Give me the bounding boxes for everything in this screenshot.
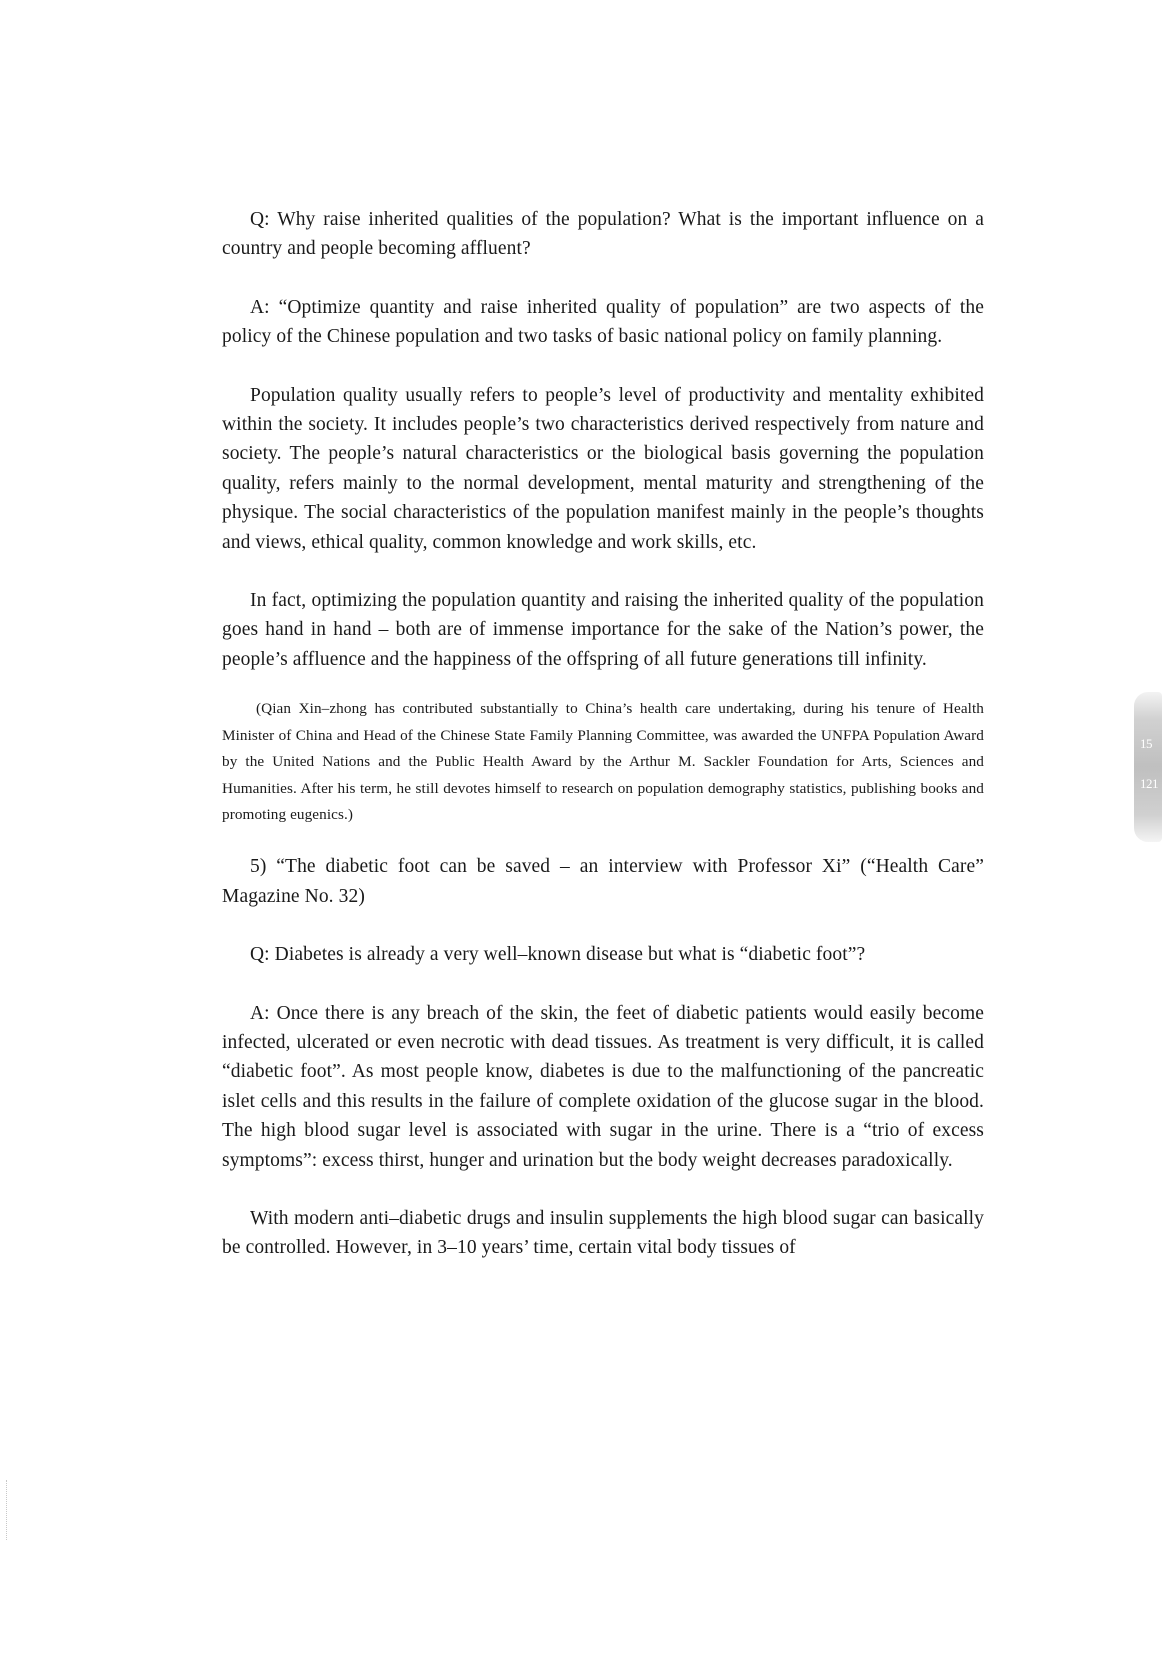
- scan-artifact: [6, 1480, 9, 1540]
- answer-paragraph-1: A: “Optimize quantity and raise inherited quality of population” are two aspects of the policy of the Chinese population and two tasks of basic national policy on family planning.: [222, 296, 984, 348]
- question-paragraph-1: Q: Why raise inherited qualities of the population? What is the important influence on a country and people becoming affluent?: [222, 209, 984, 260]
- body-paragraph-population-quality: Population quality usually refers to people’s level of productivity and mentality exhibited within the society. It includes people’s two characteristics derived respectively from nature and society. The people’s natural characteristics or the biological basis governing the population quality, refers mainly to the normal development, mental maturity and strengthening of the physique. The social characteristics of the population manifest mainly in the people’s thoughts and views, ethical quality, common knowledge and work skills, etc.: [222, 384, 984, 553]
- thumb-tab-number-lower: 121: [1140, 776, 1158, 791]
- section-heading-diabetic-foot: 5) “The diabetic foot can be saved – an interview with Professor Xi” (“Health Care” Magazine No. 32): [222, 856, 984, 907]
- answer-paragraph-2: A: Once there is any breach of the skin, the feet of diabetic patients would easily become infected, ulcerated or even necrotic with dead tissues. As treatment is very difficult, it is called “diabetic foot”. As most people know, diabetes is due to the malfunctioning of the pancreatic islet cells and this results in the failure of complete oxidation of the glucose sugar in the blood. The high blood sugar level is associated with sugar in the urine. There is a “trio of excess symptoms”: excess thirst, hunger and urination but the body weight decreases paradoxically.: [222, 1002, 984, 1171]
- body-paragraph-in-fact: In fact, optimizing the population quantity and raising the inherited quality of the population goes hand in hand – both are of immense importance for the sake of the Nation’s power, the people’s affluence and the happiness of the offspring of all future generations till infinity.: [222, 590, 984, 670]
- page-edge-thumb-tab: [1134, 692, 1162, 842]
- body-paragraph-modern-drugs: With modern anti–diabetic drugs and insulin supplements the high blood sugar can basically be controlled. However, in 3–10 years’ time, certain vital body tissues of: [222, 1207, 984, 1259]
- biographical-note: (Qian Xin–zhong has contributed substantially to China’s health care undertaking, during his tenure of Health Minister of China and Head of the Chinese State Family Planning Committee, was awarded the UNFPA Population Award by the United Nations and the Public Health Award by the Arthur M. Sackler Foundation for Arts, Sciences and Humanities. After his term, he still devotes himself to research on population demography statistics, publishing books and promoting eugenics.): [222, 700, 984, 823]
- question-paragraph-2: Q: Diabetes is already a very well–known disease but what is “diabetic foot”?: [250, 944, 866, 966]
- thumb-tab-number-upper: 15: [1140, 736, 1152, 751]
- page-body: [222, 205, 984, 1263]
